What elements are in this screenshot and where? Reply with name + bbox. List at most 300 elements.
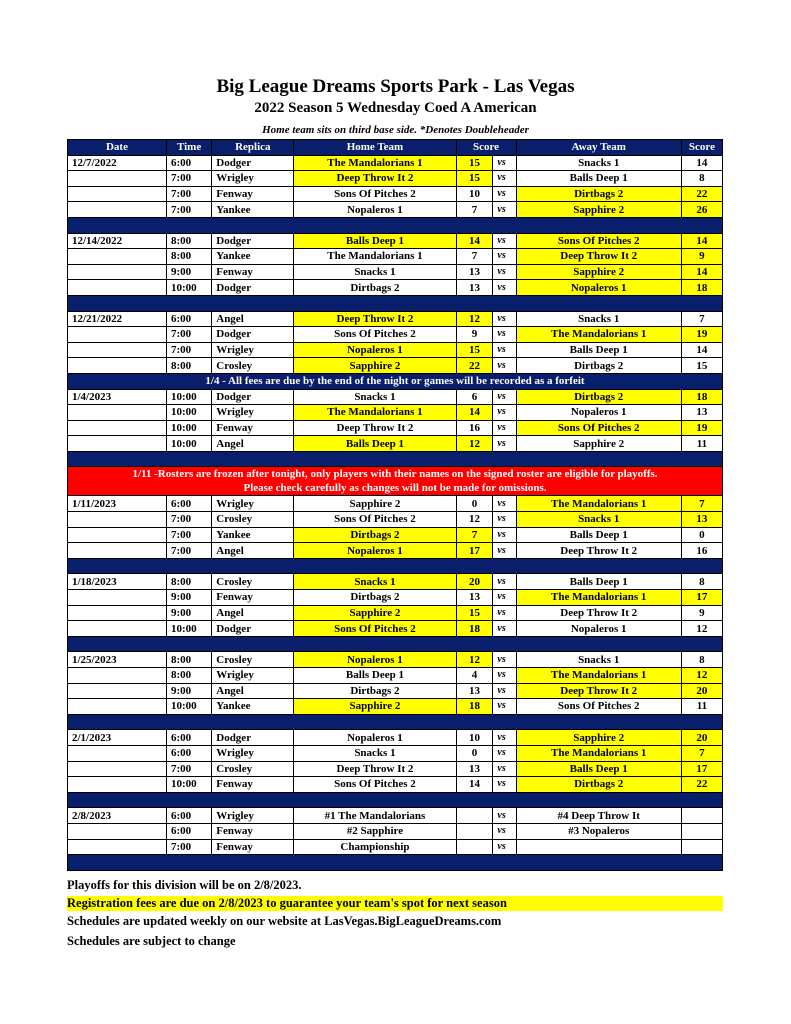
game-field: Dodger — [212, 389, 294, 405]
game-field: Angel — [212, 543, 294, 559]
home-score: 15 — [456, 171, 493, 187]
game-time: 6:00 — [166, 730, 211, 746]
away-score: 14 — [681, 233, 722, 249]
home-team: Dirtbags 2 — [294, 527, 456, 543]
game-date — [68, 823, 167, 839]
game-field: Yankee — [212, 527, 294, 543]
game-date — [68, 171, 167, 187]
game-row — [68, 342, 723, 358]
home-team: The Mandalorians 1 — [294, 249, 456, 265]
home-team: Sapphire 2 — [294, 358, 456, 374]
home-team: Sons Of Pitches 2 — [294, 777, 456, 793]
game-date: 1/4/2023 — [68, 389, 167, 405]
game-field: Angel — [212, 605, 294, 621]
away-team: The Mandalorians 1 — [516, 668, 681, 684]
game-time: 8:00 — [166, 233, 211, 249]
game-time: 7:00 — [166, 186, 211, 202]
game-field: Fenway — [212, 186, 294, 202]
alert-line-1: 1/11 -Rosters are frozen after tonight, only players with their names on the signed roster are eligible for playoffs. — [132, 468, 658, 481]
header-away-team: Away Team — [516, 140, 681, 156]
game-field: Wrigley — [212, 745, 294, 761]
home-score: 0 — [456, 496, 493, 512]
away-score: 8 — [681, 574, 722, 590]
away-team: Balls Deep 1 — [516, 171, 681, 187]
footer-website: Schedules are updated weekly on our website at LasVegas.BigLeagueDreams.com — [67, 914, 502, 928]
home-team: Sapphire 2 — [294, 605, 456, 621]
game-date — [68, 527, 167, 543]
game-time: 8:00 — [166, 574, 211, 590]
game-time: 10:00 — [166, 405, 211, 421]
away-score: 18 — [681, 389, 722, 405]
game-date — [68, 543, 167, 559]
vs-label: vs — [493, 574, 516, 590]
home-team: Nopaleros 1 — [294, 543, 456, 559]
away-team: Balls Deep 1 — [516, 761, 681, 777]
away-team: The Mandalorians 1 — [516, 327, 681, 343]
game-date: 2/1/2023 — [68, 730, 167, 746]
home-score: 7 — [456, 249, 493, 265]
vs-label: vs — [493, 171, 516, 187]
home-score — [456, 808, 493, 824]
away-score: 20 — [681, 683, 722, 699]
away-team: Sapphire 2 — [516, 730, 681, 746]
game-row — [68, 699, 723, 715]
game-time: 7:00 — [166, 761, 211, 777]
header-home-team: Home Team — [294, 140, 456, 156]
game-row — [68, 823, 723, 839]
vs-label: vs — [493, 327, 516, 343]
game-row — [68, 527, 723, 543]
separator-cell — [68, 792, 723, 808]
home-team: Deep Throw It 2 — [294, 171, 456, 187]
vs-label: vs — [493, 233, 516, 249]
game-row — [68, 405, 723, 421]
home-team: Deep Throw It 2 — [294, 311, 456, 327]
game-time: 7:00 — [166, 839, 211, 855]
game-time: 7:00 — [166, 342, 211, 358]
game-row — [68, 202, 723, 218]
game-date: 12/14/2022 — [68, 233, 167, 249]
schedule-note: Home team sits on third base side. *Denotes Doubleheader — [262, 124, 529, 136]
home-score: 14 — [456, 405, 493, 421]
game-time: 6:00 — [166, 311, 211, 327]
home-score: 6 — [456, 389, 493, 405]
game-field: Crosley — [212, 652, 294, 668]
game-date — [68, 280, 167, 296]
vs-label: vs — [493, 605, 516, 621]
home-score: 18 — [456, 621, 493, 637]
home-team: Nopaleros 1 — [294, 730, 456, 746]
header-row — [68, 140, 723, 156]
home-team: Sons Of Pitches 2 — [294, 186, 456, 202]
home-team: Dirtbags 2 — [294, 590, 456, 606]
game-time: 7:00 — [166, 512, 211, 528]
away-score: 14 — [681, 155, 722, 171]
week-separator — [68, 714, 723, 730]
game-row — [68, 155, 723, 171]
home-score: 4 — [456, 668, 493, 684]
away-score: 7 — [681, 311, 722, 327]
home-team: #2 Sapphire — [294, 823, 456, 839]
away-team: Deep Throw It 2 — [516, 605, 681, 621]
notice-row — [68, 373, 723, 389]
game-field: Wrigley — [212, 668, 294, 684]
game-time: 6:00 — [166, 808, 211, 824]
game-field: Wrigley — [212, 342, 294, 358]
game-row — [68, 777, 723, 793]
game-time: 9:00 — [166, 264, 211, 280]
game-row — [68, 668, 723, 684]
game-field: Crosley — [212, 512, 294, 528]
home-score: 12 — [456, 512, 493, 528]
away-team: Snacks 1 — [516, 155, 681, 171]
away-team: #3 Nopaleros — [516, 823, 681, 839]
game-row — [68, 605, 723, 621]
away-score: 18 — [681, 280, 722, 296]
game-row — [68, 761, 723, 777]
game-field: Fenway — [212, 777, 294, 793]
game-date — [68, 668, 167, 684]
game-row — [68, 249, 723, 265]
home-score: 10 — [456, 186, 493, 202]
game-field: Angel — [212, 683, 294, 699]
game-row — [68, 280, 723, 296]
vs-label: vs — [493, 436, 516, 452]
game-date — [68, 590, 167, 606]
vs-label: vs — [493, 512, 516, 528]
game-field: Crosley — [212, 574, 294, 590]
week-separator — [68, 792, 723, 808]
vs-label: vs — [493, 730, 516, 746]
home-score: 18 — [456, 699, 493, 715]
home-team: Deep Throw It 2 — [294, 761, 456, 777]
game-time: 9:00 — [166, 590, 211, 606]
game-row — [68, 311, 723, 327]
game-date — [68, 327, 167, 343]
separator-cell — [68, 451, 723, 467]
home-team: Dirtbags 2 — [294, 280, 456, 296]
game-date — [68, 839, 167, 855]
away-score: 26 — [681, 202, 722, 218]
home-team: The Mandalorians 1 — [294, 155, 456, 171]
separator-cell — [68, 217, 723, 233]
game-date — [68, 405, 167, 421]
week-separator — [68, 636, 723, 652]
game-time: 10:00 — [166, 280, 211, 296]
notice-text: 1/4 - All fees are due by the end of the night or games will be recorded as a forfeit — [68, 373, 723, 389]
game-field: Dodger — [212, 621, 294, 637]
game-field: Wrigley — [212, 496, 294, 512]
vs-label: vs — [493, 808, 516, 824]
game-field: Wrigley — [212, 171, 294, 187]
game-time: 9:00 — [166, 683, 211, 699]
game-time: 10:00 — [166, 420, 211, 436]
vs-label: vs — [493, 839, 516, 855]
game-row — [68, 730, 723, 746]
game-date — [68, 683, 167, 699]
page-subtitle: 2022 Season 5 Wednesday Coed A American — [254, 100, 537, 116]
game-row — [68, 436, 723, 452]
away-score: 8 — [681, 652, 722, 668]
vs-label: vs — [493, 823, 516, 839]
game-field: Dodger — [212, 327, 294, 343]
game-time: 10:00 — [166, 777, 211, 793]
game-time: 7:00 — [166, 527, 211, 543]
game-field: Yankee — [212, 202, 294, 218]
home-team: Championship — [294, 839, 456, 855]
vs-label: vs — [493, 264, 516, 280]
home-score: 22 — [456, 358, 493, 374]
home-team: Dirtbags 2 — [294, 683, 456, 699]
game-row — [68, 358, 723, 374]
vs-label: vs — [493, 358, 516, 374]
vs-label: vs — [493, 543, 516, 559]
separator-cell — [68, 855, 723, 871]
vs-label: vs — [493, 496, 516, 512]
vs-label: vs — [493, 621, 516, 637]
home-team: Sapphire 2 — [294, 496, 456, 512]
home-score: 13 — [456, 761, 493, 777]
away-score: 19 — [681, 327, 722, 343]
game-date: 12/7/2022 — [68, 155, 167, 171]
game-row — [68, 683, 723, 699]
game-field: Dodger — [212, 280, 294, 296]
game-time: 6:00 — [166, 745, 211, 761]
away-score: 11 — [681, 699, 722, 715]
home-team: Sons Of Pitches 2 — [294, 327, 456, 343]
home-team: Snacks 1 — [294, 574, 456, 590]
home-team: Nopaleros 1 — [294, 342, 456, 358]
vs-label: vs — [493, 777, 516, 793]
away-score: 12 — [681, 621, 722, 637]
game-field: Fenway — [212, 839, 294, 855]
game-date: 1/25/2023 — [68, 652, 167, 668]
separator-cell — [68, 295, 723, 311]
away-team: #4 Deep Throw It — [516, 808, 681, 824]
vs-label: vs — [493, 311, 516, 327]
vs-label: vs — [493, 405, 516, 421]
vs-label: vs — [493, 249, 516, 265]
away-team: Dirtbags 2 — [516, 777, 681, 793]
away-score: 17 — [681, 590, 722, 606]
home-score: 14 — [456, 233, 493, 249]
game-time: 10:00 — [166, 389, 211, 405]
away-team: Sons Of Pitches 2 — [516, 699, 681, 715]
game-row — [68, 171, 723, 187]
game-date — [68, 745, 167, 761]
away-score: 12 — [681, 668, 722, 684]
game-time: 10:00 — [166, 699, 211, 715]
home-team: Balls Deep 1 — [294, 668, 456, 684]
home-score: 12 — [456, 311, 493, 327]
separator-cell — [68, 636, 723, 652]
home-score: 9 — [456, 327, 493, 343]
game-row — [68, 839, 723, 855]
home-team: Balls Deep 1 — [294, 436, 456, 452]
away-team: Deep Throw It 2 — [516, 683, 681, 699]
game-row — [68, 745, 723, 761]
separator-cell — [68, 558, 723, 574]
game-date — [68, 264, 167, 280]
vs-label: vs — [493, 280, 516, 296]
game-field: Angel — [212, 311, 294, 327]
away-score: 7 — [681, 745, 722, 761]
vs-label: vs — [493, 420, 516, 436]
away-team: Dirtbags 2 — [516, 186, 681, 202]
game-time: 9:00 — [166, 605, 211, 621]
home-score: 10 — [456, 730, 493, 746]
game-field: Crosley — [212, 761, 294, 777]
game-date: 2/8/2023 — [68, 808, 167, 824]
away-team: Nopaleros 1 — [516, 405, 681, 421]
header-replica: Replica — [212, 140, 294, 156]
game-time: 6:00 — [166, 496, 211, 512]
game-row — [68, 574, 723, 590]
home-team: Snacks 1 — [294, 264, 456, 280]
home-score: 14 — [456, 777, 493, 793]
alert-line-2: Please check carefully as changes will not be made for omissions. — [243, 482, 547, 495]
game-row — [68, 808, 723, 824]
away-score: 17 — [681, 761, 722, 777]
game-field: Yankee — [212, 699, 294, 715]
vs-label: vs — [493, 202, 516, 218]
away-team: Dirtbags 2 — [516, 358, 681, 374]
away-team: Sapphire 2 — [516, 202, 681, 218]
game-row — [68, 512, 723, 528]
home-team: Balls Deep 1 — [294, 233, 456, 249]
game-date — [68, 342, 167, 358]
away-team: Deep Throw It 2 — [516, 249, 681, 265]
home-score: 0 — [456, 745, 493, 761]
home-score: 13 — [456, 280, 493, 296]
game-row — [68, 621, 723, 637]
game-field: Crosley — [212, 358, 294, 374]
away-score: 15 — [681, 358, 722, 374]
game-field: Dodger — [212, 730, 294, 746]
away-score — [681, 808, 722, 824]
week-separator — [68, 217, 723, 233]
vs-label: vs — [493, 389, 516, 405]
game-time: 10:00 — [166, 436, 211, 452]
away-score: 13 — [681, 512, 722, 528]
game-date — [68, 436, 167, 452]
home-team: Nopaleros 1 — [294, 652, 456, 668]
game-field: Fenway — [212, 264, 294, 280]
game-row — [68, 590, 723, 606]
home-team: Sons Of Pitches 2 — [294, 621, 456, 637]
week-separator — [68, 295, 723, 311]
away-team: Nopaleros 1 — [516, 621, 681, 637]
home-score: 7 — [456, 202, 493, 218]
game-time: 8:00 — [166, 668, 211, 684]
home-score: 17 — [456, 543, 493, 559]
game-date — [68, 420, 167, 436]
home-score: 7 — [456, 527, 493, 543]
home-team: Nopaleros 1 — [294, 202, 456, 218]
away-team: Sapphire 2 — [516, 264, 681, 280]
schedule-body — [68, 155, 723, 870]
home-team: Snacks 1 — [294, 389, 456, 405]
schedule-table — [67, 139, 723, 871]
vs-label: vs — [493, 590, 516, 606]
game-date — [68, 249, 167, 265]
game-row — [68, 420, 723, 436]
game-time: 7:00 — [166, 543, 211, 559]
away-team: Sons Of Pitches 2 — [516, 233, 681, 249]
away-score: 8 — [681, 171, 722, 187]
vs-label: vs — [493, 745, 516, 761]
game-date: 12/21/2022 — [68, 311, 167, 327]
away-team: Dirtbags 2 — [516, 389, 681, 405]
vs-label: vs — [493, 186, 516, 202]
away-score: 13 — [681, 405, 722, 421]
game-date — [68, 202, 167, 218]
game-date — [68, 512, 167, 528]
away-team: Snacks 1 — [516, 652, 681, 668]
game-row — [68, 327, 723, 343]
home-score: 12 — [456, 436, 493, 452]
week-separator — [68, 558, 723, 574]
away-score: 14 — [681, 264, 722, 280]
away-score: 7 — [681, 496, 722, 512]
away-team: Snacks 1 — [516, 512, 681, 528]
home-score: 16 — [456, 420, 493, 436]
vs-label: vs — [493, 342, 516, 358]
game-date — [68, 358, 167, 374]
header-home-score: Score — [456, 140, 516, 156]
game-date — [68, 777, 167, 793]
away-team: Balls Deep 1 — [516, 574, 681, 590]
game-field: Wrigley — [212, 405, 294, 421]
away-score: 11 — [681, 436, 722, 452]
away-team: Balls Deep 1 — [516, 527, 681, 543]
away-team: Sons Of Pitches 2 — [516, 420, 681, 436]
home-team: Sapphire 2 — [294, 699, 456, 715]
game-time: 6:00 — [166, 155, 211, 171]
home-team: Snacks 1 — [294, 745, 456, 761]
game-date — [68, 605, 167, 621]
week-separator — [68, 855, 723, 871]
game-time: 7:00 — [166, 202, 211, 218]
game-time: 8:00 — [166, 249, 211, 265]
game-time: 6:00 — [166, 823, 211, 839]
header-date: Date — [68, 140, 167, 156]
vs-label: vs — [493, 652, 516, 668]
vs-label: vs — [493, 155, 516, 171]
game-field: Wrigley — [212, 808, 294, 824]
away-team: Deep Throw It 2 — [516, 543, 681, 559]
home-team: #1 The Mandalorians — [294, 808, 456, 824]
home-score: 20 — [456, 574, 493, 590]
away-score: 9 — [681, 605, 722, 621]
header-away-score: Score — [681, 140, 722, 156]
game-date: 1/11/2023 — [68, 496, 167, 512]
game-row — [68, 264, 723, 280]
away-score: 20 — [681, 730, 722, 746]
away-score: 19 — [681, 420, 722, 436]
game-field: Dodger — [212, 155, 294, 171]
away-team: The Mandalorians 1 — [516, 745, 681, 761]
game-time: 8:00 — [166, 358, 211, 374]
footer-playoffs: Playoffs for this division will be on 2/8/2023. — [67, 878, 302, 892]
footer-registration: Registration fees are due on 2/8/2023 to guarantee your team's spot for next season — [67, 896, 723, 911]
game-field: Fenway — [212, 823, 294, 839]
game-time: 10:00 — [166, 621, 211, 637]
game-row — [68, 233, 723, 249]
game-date: 1/18/2023 — [68, 574, 167, 590]
away-team: Nopaleros 1 — [516, 280, 681, 296]
away-score — [681, 839, 722, 855]
